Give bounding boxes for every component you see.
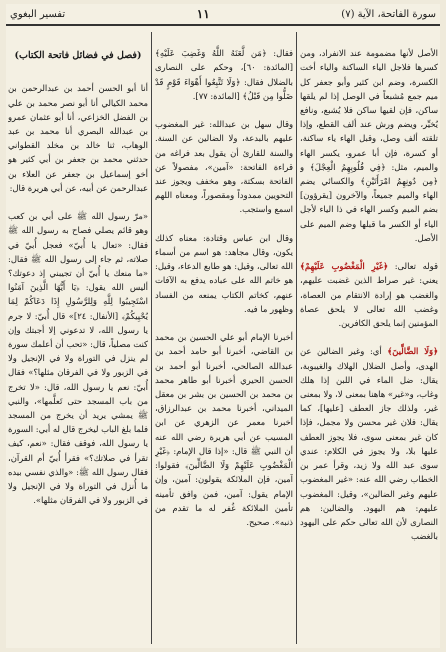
paragraph: «مرّ رسول الله ﷺ على أبي بن كعب وهو قائم يصلي فصاح به رسول الله ﷺ فقال: «تعال يا أُبيّ» فعجل أُبيّ في صلاته، ثم جاء إلى رسول الله ﷺ فقال: «ما منعك يا أُبيّ أن تجيبني إذ دعوتك؟ أليس الله يقول: ﴿يَا أَيُّهَا الَّذِينَ آمَنُوا اسْتَجِيبُوا لِلَّهِ وَلِلرَّسُولِ إِذَا دَعَاكُمْ لِمَا يُحْيِيكُمْ﴾ [الأنفال: ٢٤]» قال أُبيّ: لا جرم يا رسول الله، لا تدعوني إلا أجبتك وإن كنت مصلياً، قال: «تحب أن أعلمك سورة لم ينزل في التوراة ولا في الإنجيل ولا في الزبور ولا في الفرقان مثلها؟» فقال أُبيّ: نعم يا رسول الله، قال: «لا تخرج من باب المسجد حتى تَعلَّمها»، والنبي ﷺ يمشي يريد أن يخرج من المسجد فلما بلغ الباب ليخرج قال له أبي: السورة يا رسول الله، فوقف فقال: «نعم، كيف تقرأ في صلاتك؟» فقرأ أُبيّ أم القرآن، فقال رسول الله ﷺ: «والذي نفسي بيده ما أُنزل في التوراة ولا في الإنجيل ولا في الزبور ولا في الفرقان مثلها». <box>8 211 148 506</box>
surah-reference: سورة الفاتحة، الآية (٧) <box>341 8 436 20</box>
column-right <box>300 32 438 646</box>
paragraph: أخبرنا الإمام أبو علي الحسين بن محمد بن القاضي، أخبرنا أبو حامد أحمد بن عبدالله الصالحي، أخبرنا أبو أحمد بن الحسن الحيري أخبرنا أبو طاهر محمد بن محمد بن الحسين بن بشر بن معقل الميداني، أخبرنا محمد بن عبدالرزاق، أخبرنا معمر عن الزهري عن ابن المسيب عن أبي هريرة رضي الله عنه أن النبي ﷺ قال: «إذا قال الإمام: ﴿غَيْرِ الْمَغْضُوبِ عَلَيْهِمْ وَلَا الضَّالِّينَ﴾ فقولوا: آمين، فإن الملائكة يقولون: آمين، وإن الإمام يقول: آمين، فمن وافق تأمينه تأمين الملائكة غُفر له ما تقدم من ذنبه». صحيح. <box>155 332 293 527</box>
body-text: يعني: غير صراط الذين غضبت عليهم، والغضب هو إرادة الانتقام من العصاة، وغضب الله تعالى لا يلحق عصاة المؤمنين إنما يلحق الكافرين. <box>300 275 438 329</box>
paragraph: أنا أبو الحسن أحمد بن عبدالرحمن بن محمد الكيالي أنا أبو نصر محمد بن علي بن الفضل الخزاعي، أنا أبو عثمان عمرو بن عبدالله البصري أنا محمد بن عبد الوهاب، ثنا خالد بن مخلد القطواني حدثني محمد بن جعفر بن أبي كثير هو أخو إسماعيل بن جعفر عن العلاء بن عبدالرحمن عن أبيه، عن أبي هريرة قال: <box>8 83 148 193</box>
paragraph: فقال: ﴿مَن لَّعَنَهُ اللَّهُ وَغَضِبَ عَلَيْهِ﴾ [المائدة: ٦٠]، وحكم على النصارى بالضلال فقال: ﴿وَلَا تَتَّبِعُوا أَهْوَاءَ قَوْمٍ قَدْ ضَلُّوا مِن قَبْلُ﴾ [المائدة: ٧٧]. <box>155 48 293 101</box>
book-page <box>6 4 440 648</box>
paragraph <box>300 344 438 543</box>
quran-quote: ﴿غَيْرِ الْمَغْضُوبِ عَلَيْهِمْ﴾ <box>300 261 389 272</box>
page-header <box>6 4 440 26</box>
column-separator-left <box>151 32 152 644</box>
quran-quote: ﴿وَلَا الضَّالِّينَ﴾ <box>387 346 438 357</box>
lead-text: قوله تعالى: <box>388 261 438 272</box>
body-text: أي: وغير الضالين عن الهدى، وأصل الضلال الهلاك والغيبوبة، يقال: ضل الماء في اللبن إذا هلك وغاب، و«غير» هاهنا بمعنى لا، ولا بمعنى غير، ولذلك جاز العطف [عليها]، كما يقال: فلان غير محسن ولا مجمل، فإذا كان غير بمعنى سوى، فلا يجوز العطف عليها بلا، ولا يجوز في الكلام: عندي سوى عبد الله ولا زيد، وقرأ عمر بن الخطاب رضي الله عنه: «غير المغضوب عليهم وغير الضالين»، وقيل: المغضوب عليهم: هم اليهود. والضالين: هم النصارى لأن الله تعالى حكم على اليهود بالغضب <box>300 346 438 542</box>
section-title: (فصل في فضائل فاتحة الكتاب) <box>14 50 142 62</box>
paragraph: الأصل لأنها مضمومة عند الانفراد، ومن كسرها فلاجل الياء الساكنة والياء أخت الكسرة، وضم ابن كثير وأبو جعفر كل ميم جمع مُشبعاً في الوصل إذا لم يلقها ساكن، فإن لقيها ساكن فلا يُشبع، ونافع يُخيِّر، ويضم ورش عند ألف القطع، وإذا تلقته ألف وصل، وقبل الهاء ياء ساكنة، أو كسرة، فإن أبا عمرو، يكسر الهاء والميم، مثل: ﴿فِي قُلُوبِهِمُ الْعِجْلَ﴾ و ﴿مِن دُونِهِمُ امْرَأَتَيْنِ﴾ والكسائي يضم الهاء والميم جميعاً، والآخرون [يقرؤون] بضم الميم وكسر الهاء في ذا الياء لأجل الياء أو الكسر ما قبلها وضم الميم على الأصل. <box>300 48 438 243</box>
paragraph <box>300 259 438 330</box>
page-number: ١١ <box>196 7 210 21</box>
paragraph: وقال ابن عباس وقتادة: معناه كذلك يكون، وقال مجاهد: هو اسم من أسماء الله تعالى، وقيل: هو طابع الدعاء، وقيل: هو خاتم الله على عباده يدفع به الآفات عنهم، كخاتم الكتاب يمنعه من الفساد وظهور ما فيه. <box>155 232 293 314</box>
column-left <box>8 32 148 646</box>
column-middle <box>155 32 293 646</box>
book-title: تفسير البغوي <box>10 8 66 20</box>
paragraph: وقال سهل بن عبدالله: غير المغضوب عليهم بالبدعة، ولا الضالين عن السنة. والسنة للقارئ أن يقول بعد فراغه من قراءة الفاتحة: «آمين»، مفصولاً عن الفاتحة بسكتة، وهو مخفف ويجوز عند التحويين ممدوداً ومقصوراً، ومعناه اللهم اسمع واستجب. <box>155 119 293 215</box>
column-separator-right <box>296 32 297 644</box>
